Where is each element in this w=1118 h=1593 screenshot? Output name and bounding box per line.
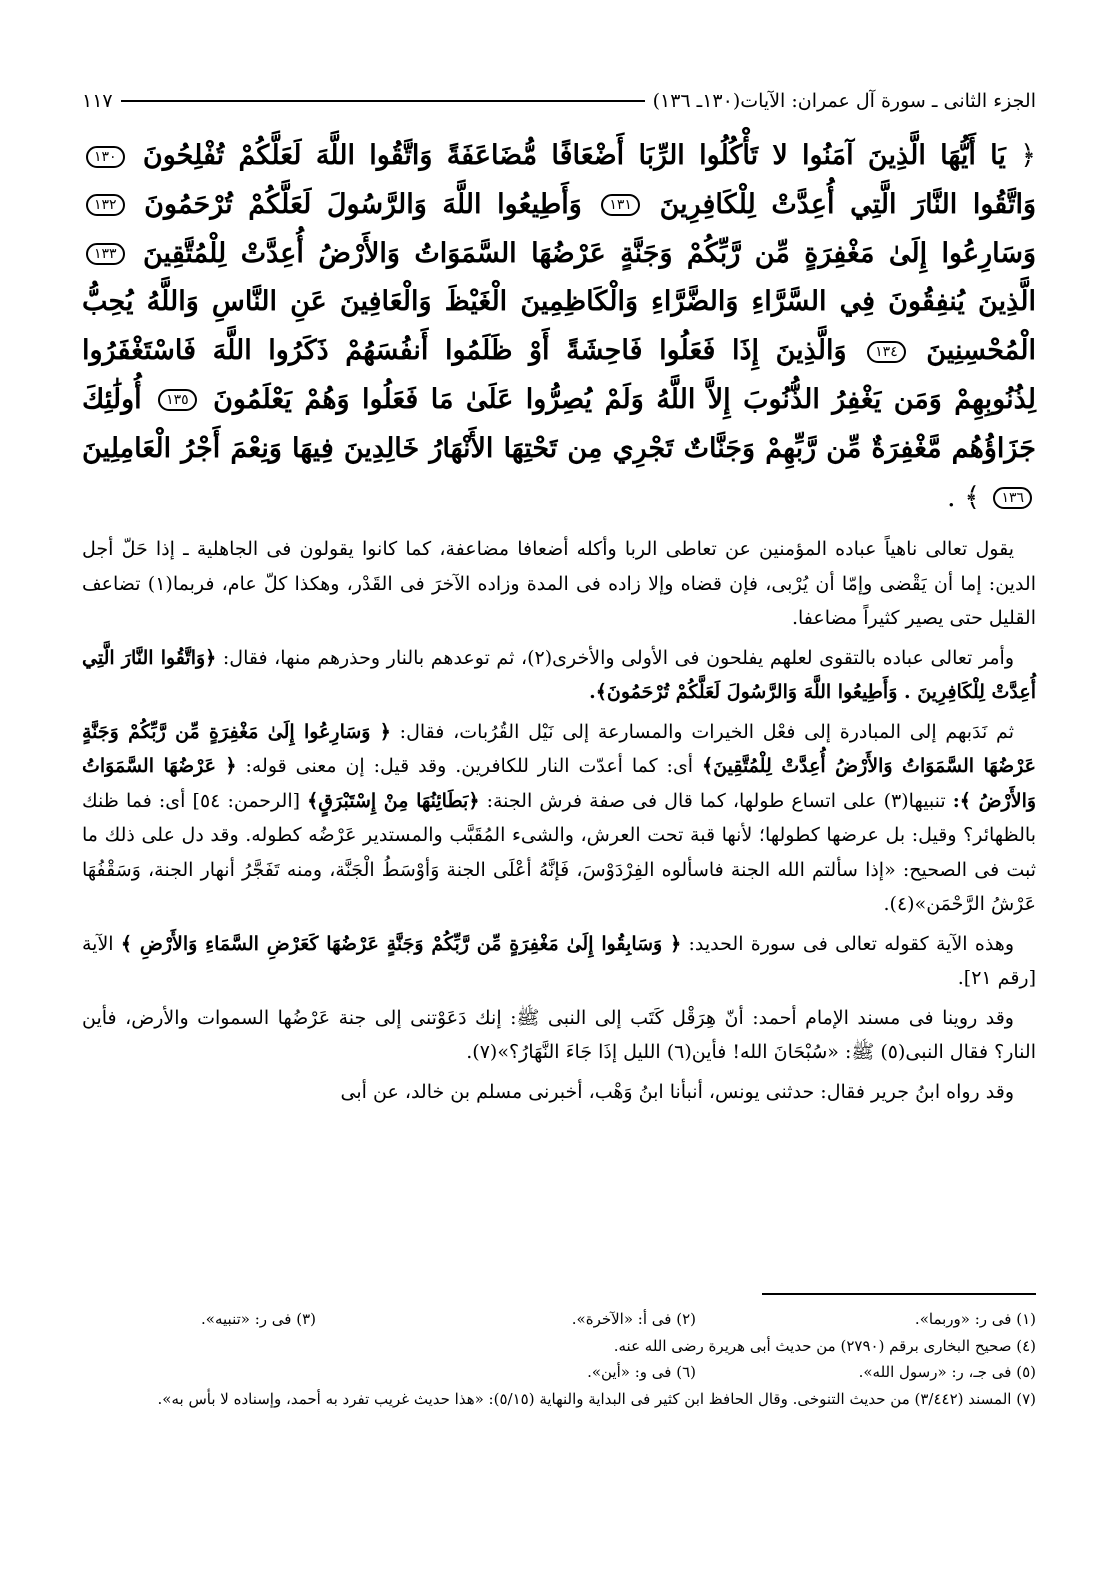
verse-text: يَا أَيُّهَا الَّذِينَ آمَنُوا لا تَأْكُلُوا الرِّبَا أَضْعَافًا مُّضَاعَفَةً وَاتَّقُوا اللَّهَ لَعَلَّكُمْ تُفْلِحُونَ [142, 140, 1006, 171]
footnote: (٦) فى و: «أين». [587, 1363, 696, 1381]
footnote: (١) فى ر: «وربما». [914, 1310, 1036, 1328]
verse-text: أُولَٰئِكَ جَزَاؤُهُم مَّغْفِرَةٌ مِّن رَّبِّهِمْ وَجَنَّاتٌ تَجْرِي مِن تَحْتِهَا الأَنْهَارُ خَالِدِينَ فِيهَا وَنِعْمَ أَجْرُ الْعَامِلِينَ [82, 383, 1036, 464]
ornate-close-bracket: ﴾ . [947, 481, 981, 513]
verse-text: وَسَارِعُوا إِلَىٰ مَغْفِرَةٍ مِّن رَّبِّكُمْ وَجَنَّةٍ عَرْضُهَا السَّمَوَاتُ وَالأَرْضُ أُعِدَّتْ لِلْمُتَّقِينَ [143, 237, 1036, 269]
verse-text: وَالَّذِينَ إِذَا فَعَلُوا فَاحِشَةً أَوْ ظَلَمُوا أَنفُسَهُمْ ذَكَرُوا اللَّهَ فَاسْتَغْفَرُوا لِذُنُوبِهِمْ وَمَن يَغْفِرُ الذُّنُوبَ إِلاَّ اللَّهُ وَلَمْ يُصِرُّوا عَلَىٰ مَا فَعَلُوا وَهُمْ يَعْلَمُونَ [82, 335, 1037, 415]
tafsir-commentary [82, 532, 1036, 1114]
verse-number: ١٣٦ [993, 487, 1032, 509]
commentary-text: أى: كما أعدّت النار للكافرين. وقد قيل: إن معنى قوله: [245, 755, 694, 777]
header-rule [121, 100, 645, 102]
commentary-text: الآية [رقم ٢١]. [82, 932, 1036, 989]
footnote: (٢) فى أ: «الآخرة». [571, 1310, 696, 1328]
commentary-paragraph: وقد رواه ابنُ جرير فقال: حدثنى يونس، أنبأنا ابنُ وَهْب، أخبرنى مسلم بن خالد، عن أبى [340, 1080, 1014, 1103]
verse-number: ١٣٠ [86, 146, 125, 168]
footnote-row [82, 1333, 1036, 1360]
quoted-verse: ﴿ وَسَابِقُوا إِلَىٰ مَغْفِرَةٍ مِّن رَّبِّكُمْ وَجَنَّةٍ عَرْضُهَا كَعَرْضِ السَّمَاءِ وَالأَرْضِ ﴾ [120, 932, 682, 955]
commentary-text: [الرحمن: ٥٤] أى: فما ظنك بالظهائر؟ وقيل: بل عرضها كطولها؛ لأنها قبة تحت العرش، والشىء المُقَبَّب والمستدير عَرْضُه كطوله. وقد دل على ذلك ما ثبت فى الصحيح: «إذا سألتم الله الجنة فاسألوه الفِرْدَوْسَ، فَإنَّهُ أعْلَى الجنة وَأوْسَطُ الْجَنَّة، ومنه تَفَجَّرُ أنهار الجنة، وَسَقْفُهَا عَرْشُ الرَّحْمَن»(٤). [82, 789, 1036, 915]
quoted-verse: ﴿بَطَائِنُهَا مِنْ إِسْتَبْرَقٍ﴾ [307, 789, 480, 812]
running-title: الجزء الثانى ـ سورة آل عمران: الآيات(١٣٠ـ ١٣٦) [652, 90, 1036, 112]
footnote-row [82, 1306, 1036, 1333]
footnotes [82, 1306, 1036, 1412]
commentary-text: وهذه الآية كقوله تعالى فى سورة الحديد: [688, 932, 1014, 955]
verse-number: ١٣٥ [158, 389, 197, 411]
page-number: ١١٧ [82, 90, 113, 112]
verse-number: ١٣٢ [86, 194, 125, 216]
commentary-paragraph: وقد روينا فى مسند الإمام أحمد: أنّ هِرَقْل كَتَب إلى النبى ﷺ: إنك دَعَوْتنى إلى جنة عَرْضُها السموات والأرض، فأين النار؟ فقال النبى(٥) ﷺ: «سُبْحَانَ الله! فأين(٦) الليل إذَا جَاءَ النَّهَارُ؟»(٧). [82, 1006, 1036, 1063]
footnote: (٥) فى جـ، ر: «رسول الله». [858, 1363, 1036, 1381]
verse-number: ١٣١ [601, 194, 640, 216]
quoted-verse: ﴿وَاتَّقُوا النَّارَ الَّتِي أُعِدَّتْ لِلْكَافِرِينَ . وَأَطِيعُوا اللَّهَ وَالرَّسُولَ لَعَلَّكُمْ تُرْحَمُونَ﴾. [82, 646, 1036, 703]
verse-text: وَاتَّقُوا النَّارَ الَّتِي أُعِدَّتْ لِلْكَافِرِينَ [659, 188, 1037, 220]
commentary-paragraph [82, 641, 1036, 710]
verse-text: وَأَطِيعُوا اللَّهَ وَالرَّسُولَ لَعَلَّكُمْ تُرْحَمُونَ [144, 188, 582, 220]
commentary-text: تنبيها(٣) على اتساع طولها، كما قال فى صفة فرش الجنة: [486, 789, 946, 812]
commentary-paragraph [82, 715, 1036, 922]
footnote: (٣) فى ر: «تنبيه». [201, 1310, 316, 1328]
ornate-open-bracket: ﴿ [1020, 140, 1037, 171]
footnote-row [82, 1359, 1036, 1386]
footnote-separator [762, 1293, 1036, 1295]
page-header [82, 88, 1036, 114]
verse-number: ١٣٣ [86, 243, 125, 265]
commentary-paragraph: يقول تعالى ناهياً عباده المؤمنين عن تعاطى الربا وأكله أضعافا مضاعفة، كما كانوا يقولون فى الجاهلية ـ إذا حَلّ أجل الدين: إما أن يَقْضى وإمّا أن يُرْبى، فإن قضاه وإلا زاده فى المدة وزاده الآخرَ فى القَدْر، وهكذا كلّ عام، فربما(١) تضاعف القليل حتى يصير كثيراً مضاعفا. [82, 538, 1036, 629]
verse-text: الَّذِينَ يُنفِقُونَ فِي السَّرَّاءِ وَالضَّرَّاءِ وَالْكَاظِمِينَ الْغَيْظَ وَالْعَافِينَ عَنِ النَّاسِ وَاللَّهُ يُحِبُّ الْمُحْسِنِينَ [82, 286, 1036, 367]
quran-verses [82, 132, 1036, 522]
commentary-text: ثم نَدَبهم إلى المبادرة إلى فعْل الخيرات والمسارعة إلى نَيْل القُرُبات، فقال: [399, 720, 1014, 743]
footnote: (٧) المسند (٣/٤٤٢) من حديث التنوخى. وقال الحافظ ابن كثير فى البداية والنهاية (٥/١٥): «هذا حديث غريب تفرد به أحمد، وإسناده لا بأس به». [157, 1389, 1036, 1408]
quoted-verse: ﴿ عَرْضُهَا السَّمَوَاتُ وَالأَرْضُ ﴾: [82, 755, 1037, 812]
commentary-paragraph [82, 927, 1036, 996]
footnote: (٤) صحيح البخارى برقم (٢٧٩٠) من حديث أبى هريرة رضى الله عنه. [613, 1336, 1036, 1355]
verse-number: ١٣٤ [867, 341, 906, 363]
footnote-row [82, 1386, 1036, 1413]
commentary-text: وأمر تعالى عباده بالتقوى لعلهم يفلحون فى الأولى والأخرى(٢)، ثم توعدهم بالنار وحذرهم منها، فقال: [222, 646, 1015, 669]
quoted-verse: ﴿ وَسَارِعُوا إِلَىٰ مَغْفِرَةٍ مِّن رَّبِّكُمْ وَجَنَّةٍ عَرْضُهَا السَّمَوَاتُ وَالأَرْضُ أُعِدَّتْ لِلْمُتَّقِينَ﴾ [82, 720, 1037, 777]
